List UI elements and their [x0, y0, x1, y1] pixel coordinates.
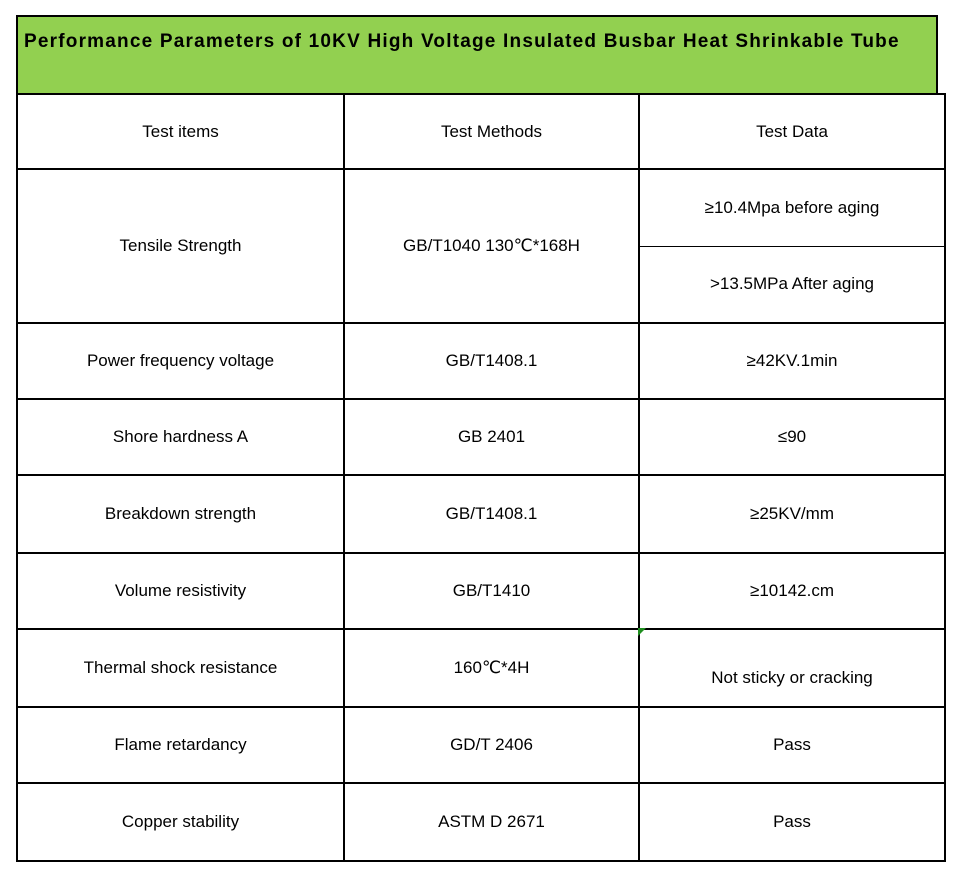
- method-cell: ASTM D 2671: [344, 783, 639, 861]
- data-cell: ≥10142.cm: [639, 553, 945, 629]
- method-cell: GB/T1408.1: [344, 323, 639, 399]
- header-test-methods: Test Methods: [344, 94, 639, 169]
- data-cell: >13.5MPa After aging: [639, 246, 945, 323]
- spec-sheet: [16, 15, 938, 862]
- data-cell: ≥42KV.1min: [639, 323, 945, 399]
- data-cell: Pass: [639, 707, 945, 783]
- table-row: [17, 399, 945, 475]
- item-cell: Breakdown strength: [17, 475, 344, 553]
- table-row: [17, 629, 945, 707]
- item-cell: Power frequency voltage: [17, 323, 344, 399]
- data-cell: Pass: [639, 783, 945, 861]
- table-row: [17, 783, 945, 861]
- performance-table: [16, 93, 946, 862]
- data-cell: ≥25KV/mm: [639, 475, 945, 553]
- method-cell: 160℃*4H: [344, 629, 639, 707]
- item-cell: Volume resistivity: [17, 553, 344, 629]
- table-row: [17, 323, 945, 399]
- table-row: [17, 169, 945, 246]
- table-row: [17, 707, 945, 783]
- data-cell: ≤90: [639, 399, 945, 475]
- item-cell: Flame retardancy: [17, 707, 344, 783]
- method-cell: GB/T1040 130℃*168H: [344, 169, 639, 323]
- method-cell: GB/T1410: [344, 553, 639, 629]
- table-title: Performance Parameters of 10KV High Voltage Insulated Busbar Heat Shrinkable Tube: [16, 15, 938, 93]
- header-test-data: Test Data: [639, 94, 945, 169]
- header-test-items: Test items: [17, 94, 344, 169]
- item-cell: Copper stability: [17, 783, 344, 861]
- method-cell: GB 2401: [344, 399, 639, 475]
- table-row: [17, 475, 945, 553]
- item-cell: Thermal shock resistance: [17, 629, 344, 707]
- header-row: [17, 94, 945, 169]
- method-cell: GD/T 2406: [344, 707, 639, 783]
- item-cell: Tensile Strength: [17, 169, 344, 323]
- data-cell: ≥10.4Mpa before aging: [639, 169, 945, 246]
- data-cell: Not sticky or cracking: [639, 629, 945, 707]
- item-cell: Shore hardness A: [17, 399, 344, 475]
- table-row: [17, 553, 945, 629]
- method-cell: GB/T1408.1: [344, 475, 639, 553]
